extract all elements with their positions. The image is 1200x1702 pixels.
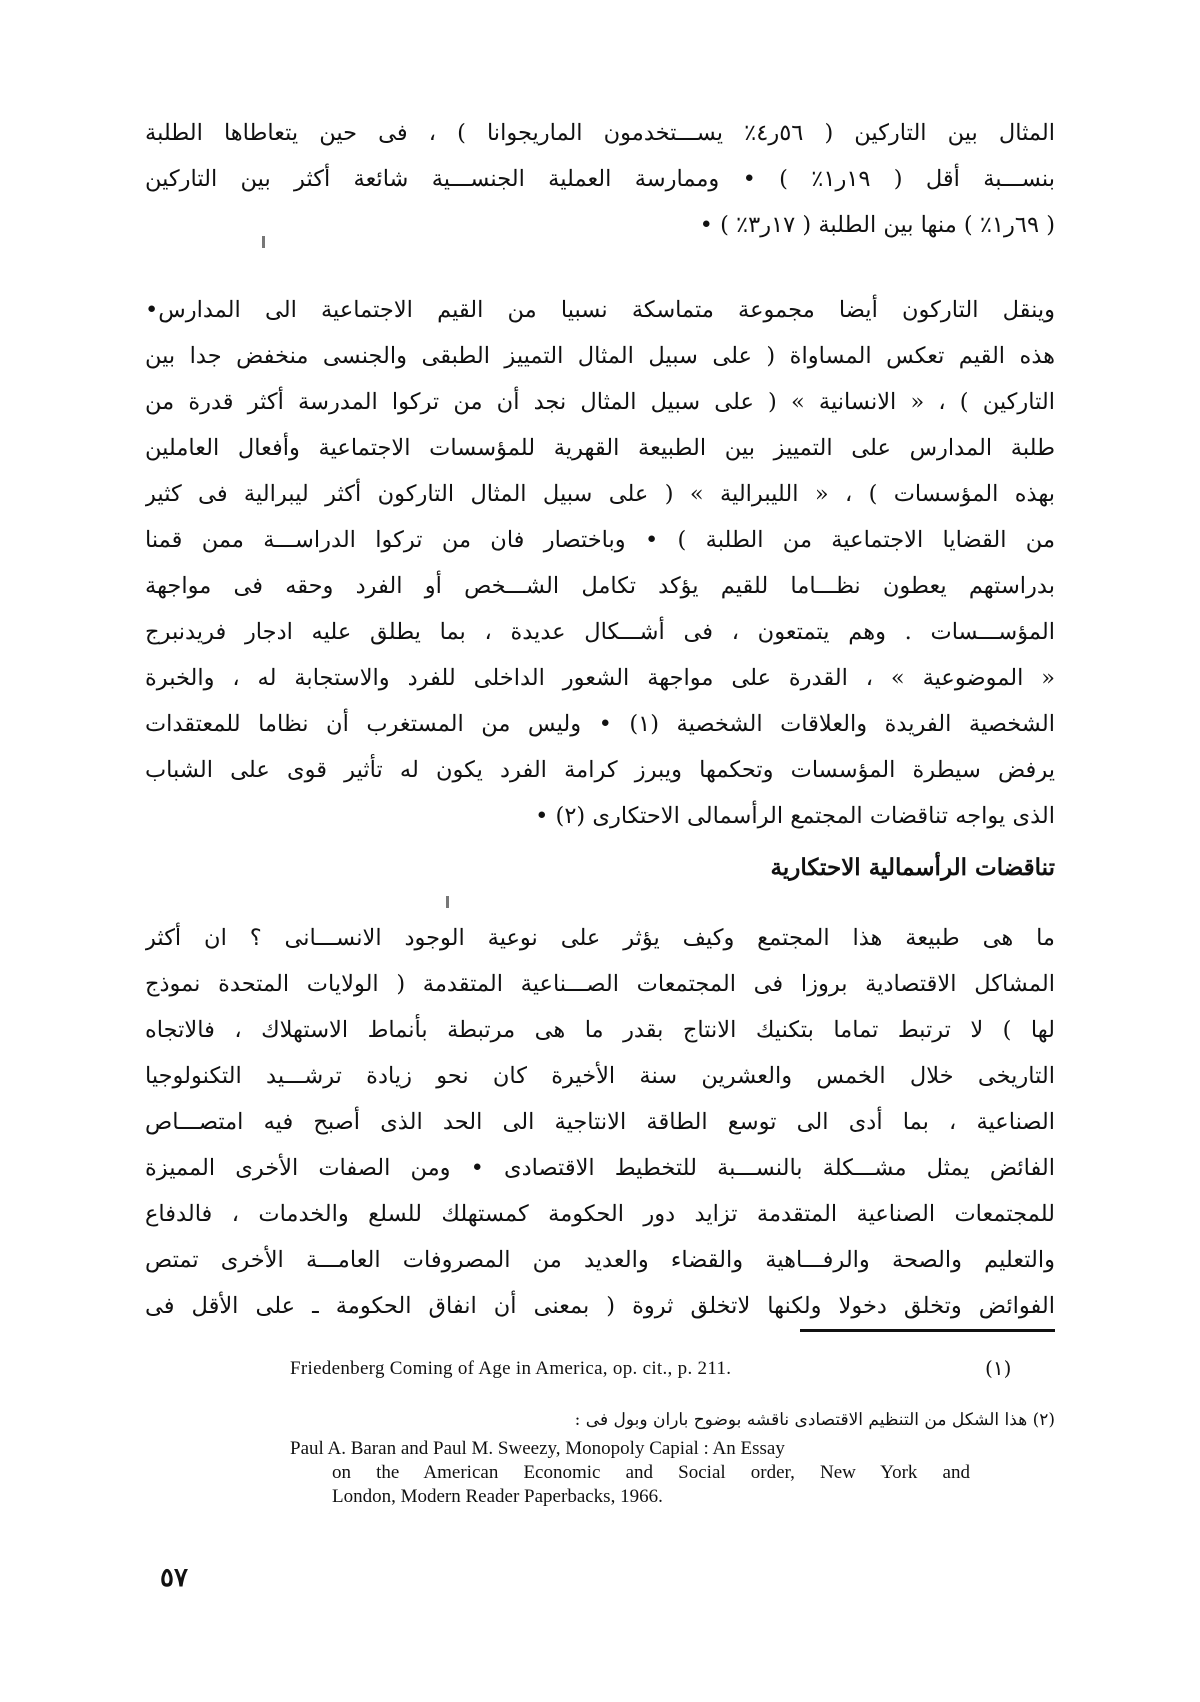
footnote-2-citation <box>290 1437 970 1509</box>
text-line: هذه القيم تعكس المساواة ( على سبيل المثال التمييز الطبقى والجنسى منخفض جدا بين <box>145 343 1055 369</box>
text-line: الذى يواجه تناقضات المجتمع الرأسمالى الاحتكارى (٢) • <box>535 803 1055 829</box>
text-line: الصناعية ، بما أدى الى توسع الطاقة الانتاجية الى الحد الذى أصبح فيه امتصـــاص <box>145 1109 1055 1135</box>
page-number: ٥٧ <box>160 1563 188 1593</box>
citation-line: on the American Economic and Social order, New York and <box>332 1462 970 1483</box>
text-line: من القضايا الاجتماعية من الطلبة ) • وباختصار فان من تركوا الدراســـة ممن قمنا <box>145 527 1055 553</box>
text-line: والتعليم والصحة والرفـــاهية والقضاء والعديد من المصروفات العامـــة الأخرى تمتص <box>145 1247 1055 1273</box>
footnote-rule <box>800 1329 1055 1332</box>
paragraph-3 <box>145 915 1055 1329</box>
section-heading: تناقضات الرأسمالية الاحتكارية <box>770 854 1055 881</box>
text-line: ( ٦٩ر١٪ ) منها بين الطلبة ( ١٧ر٣٪ ) • <box>699 212 1055 238</box>
text-line: للمجتمعات الصناعية المتقدمة تزايد دور الحكومة كمستهلك للسلع والخدمات ، فالدفاع <box>145 1201 1055 1227</box>
scan-mark <box>446 896 449 908</box>
footnote-2-arabic: (٢) هذا الشكل من التنظيم الاقتصادى ناقشه بوضوح باران وبول فى : <box>574 1410 1055 1430</box>
text-line: « الموضوعية » ، القدرة على مواجهة الشعور الداخلى للفرد والاستجابة له ، والخبرة <box>145 665 1055 691</box>
scan-mark <box>262 236 265 248</box>
citation-line: Paul A. Baran and Paul M. Sweezy, Monopoly Capial : An Essay <box>290 1438 785 1459</box>
text-line: وينقل التاركون أيضا مجموعة متماسكة نسبيا من القيم الاجتماعية الى المدارس• <box>145 297 1055 323</box>
citation-line: London, Modern Reader Paperbacks, 1966. <box>332 1486 663 1507</box>
text-line: الشخصية الفريدة والعلاقات الشخصية (١) • وليس من المستغرب أن نظاما للمعتقدات <box>145 711 1055 737</box>
text-line: بنســـبة أقل ( ١٩ر١٪ ) • وممارسة العملية الجنســـية شائعة أكثر بين التاركين <box>145 166 1055 192</box>
text-line: ما هى طبيعة هذا المجتمع وكيف يؤثر على نوعية الوجود الانســـانى ؟ ان أكثر <box>145 925 1055 951</box>
text-line: المؤســـسات . وهم يتمتعون ، فى أشـــكال عديدة ، بما يطلق عليه ادجار فريدنبرج <box>145 619 1055 645</box>
text-line: يرفض سيطرة المؤسسات وتحكمها ويبرز كرامة الفرد يكون له تأثير قوى على الشباب <box>145 757 1055 783</box>
paragraph-2 <box>145 287 1055 839</box>
text-line: المثال بين التاركين ( ٥٦ر٤٪ يســـتخدمون الماريجوانا ) ، فى حين يتعاطاها الطلبة <box>145 120 1055 146</box>
footnote-1-text: Friedenberg Coming of Age in America, op. cit., p. 211. <box>290 1358 732 1379</box>
text-line: الفائض يمثل مشـــكلة بالنســـبة للتخطيط الاقتصادى • ومن الصفات الأخرى المميزة <box>145 1155 1055 1181</box>
text-line: الفوائض وتخلق دخولا ولكنها لاتخلق ثروة ( بمعنى أن انفاق الحكومة ـ على الأقل فى <box>145 1293 1055 1319</box>
text-line: بهذه المؤسسات ) ، « الليبرالية » ( على سبيل المثال التاركون أكثر ليبرالية فى كثير <box>145 481 1055 507</box>
text-line: لها ) لا ترتبط تماما بتكنيك الانتاج بقدر ما هى مرتبطة بأنماط الاستهلاك ، فالاتجاه <box>145 1017 1055 1043</box>
text-line: طلبة المدارس على التمييز بين الطبيعة القهرية للمؤسسات الاجتماعية وأفعال العاملين <box>145 435 1055 461</box>
text-line: بدراستهم يعطون نظـــاما للقيم يؤكد تكامل الشـــخص أو الفرد وحقه فى مواجهة <box>145 573 1055 599</box>
text-line: التاريخى خلال الخمس والعشرين سنة الأخيرة كان نحو زيادة ترشـــيد التكنولوجيا <box>145 1063 1055 1089</box>
paragraph-1 <box>145 110 1055 248</box>
footnote-1-number: (١) <box>985 1356 1012 1380</box>
text-line: التاركين ) ، « الانسانية » ( على سبيل المثال نجد أن من تركوا المدرسة أكثر قدرة من <box>145 389 1055 415</box>
text-line: المشاكل الاقتصادية بروزا فى المجتمعات الصـــناعية المتقدمة ( الولايات المتحدة نموذج <box>145 971 1055 997</box>
